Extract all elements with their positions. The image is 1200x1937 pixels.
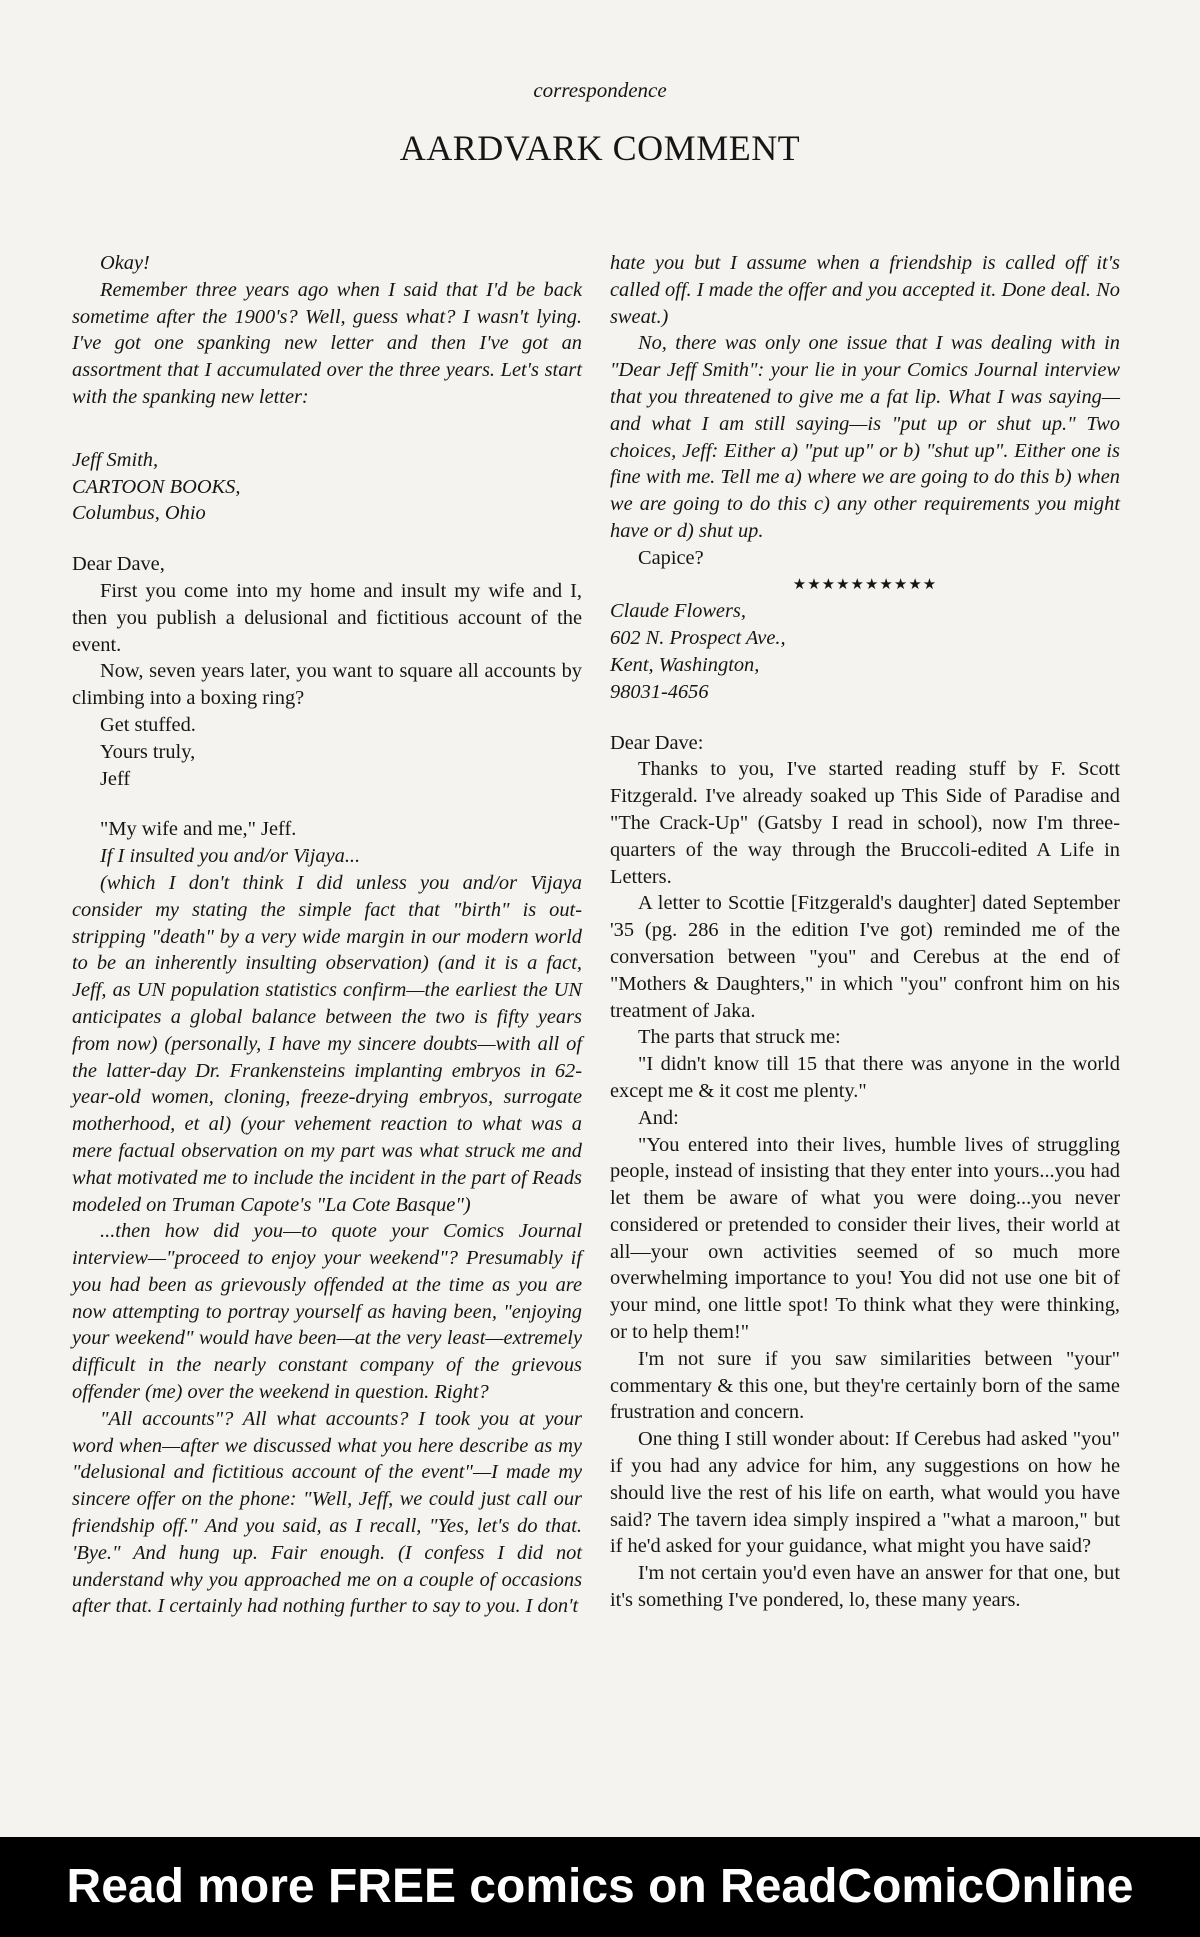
letter-paragraph: (which I don't think I did unless you and/or Vijaya consider my stating the simple fact that "birth" is out-stripping "death" by a very wide margin in our modern world to be an inherently insulting observation) (and it is a fact, Jeff, as UN population statistics confirm—the earliest the UN anticipates a global balance between the two is fifty years from now) (personally, I have my sincere doubts—with all of the latter-day Dr. Frankensteins implanting embryos in 62-year-old women, cloning, freeze-drying embryos, surrogate motherhood, et al) (your vehement reaction to what was a mere factual observation on my part was what struck me and what motivated me to include the incident in the part of Reads modeled on Truman Capote's "La Cote Basque"): [72, 871, 582, 1216]
letter-paragraph: No, there was only one issue that I was dealing with in "Dear Jeff Smith": your lie in your Comics Journal interview that you threatened to give me a fat lip. What I was saying—and what I am still saying—is "put up or shut up." Two choices, Jeff: Either a) "put up" or b) "shut up". Either one is fine with me. Tell me a) where we are going to do this b) when we are going to do this c) any other requirements you might have or d) shut up.: [610, 332, 1120, 542]
section-kicker: correspondence: [533, 78, 667, 102]
letter-paragraph: CARTOON BOOKS,: [72, 475, 241, 498]
letter-paragraph: If I insulted you and/or Vijaya...: [100, 845, 361, 868]
letter-paragraph: One thing I still wonder about: If Cerebus had asked "you" if you had any advice for him, any suggestions on how he should live the rest of his life on earth, what would you have said? The tavern idea simply inspired a "what a maroon," but if he'd asked for your guidance, what might you have said?: [610, 1428, 1120, 1558]
letter-paragraph: hate you but I assume when a friendship is called off it's called off. I made the offer and you accepted it. Done deal. No sweat.): [610, 252, 1120, 328]
letter-paragraph: And:: [638, 1106, 679, 1129]
letter-paragraph: Get stuffed.: [100, 713, 196, 736]
letter-paragraph: "All accounts"? All what accounts? I took you at your word when—after we discussed what you here describe as my "delusional and fictitious account of the event"—I made my sincere offer on the phone: "Well, Jeff, we could just call our friendship off." And you said, as I recall, "Yes, let's do that. 'Bye." And hung up. Fair enough. (I confess I did not understand why you approached me on a couple of occasions after that. I certainly had nothing further to say to you. I don't: [72, 1407, 582, 1618]
letter-paragraph: Jeff: [100, 767, 131, 790]
spacer: [72, 792, 582, 816]
letter-paragraph: Capice?: [638, 546, 704, 569]
letter-paragraph: ...then how did you—to quote your Comics Journal interview—"proceed to enjoy your weekend"? Presumably if you had been as grievously offended at the time as you are now attempting to portray yourself as having been, "enjoying your weekend" would have been—at the very least—extremely difficult in the nearly constant company of the grievous offender (me) over the weekend in question. Right?: [72, 1220, 582, 1404]
letter-paragraph: Jeff Smith,: [72, 448, 159, 471]
letter-paragraph: A letter to Scottie [Fitzgerald's daughter] dated September '35 (pg. 286 in the edition I've got) reminded me of the conversation between "you" and Cerebus at the end of "Mothers & Daughters," in which "you" confront him on his treatment of Jaka.: [610, 892, 1120, 1022]
letter-paragraph: Now, seven years later, you want to square all accounts by climbing into a boxing ring?: [72, 660, 582, 710]
letter-paragraph: Thanks to you, I've started reading stuff by F. Scott Fitzgerald. I've already soaked up This Side of Paradise and "The Crack-Up" (Gatsby I read in school), now I'm three-quarters of the way through the Bruccoli-edited A Life in Letters.: [610, 758, 1120, 888]
letter-paragraph: Dear Dave:: [610, 731, 704, 754]
letter-paragraph: I'm not sure if you saw similarities between "your" commentary & this one, but they're certainly born of the same frustration and concern.: [610, 1347, 1120, 1424]
letter-paragraph: 98031-4656: [610, 680, 709, 703]
spacer: [72, 411, 582, 447]
letter-paragraph: "You entered into their lives, humble lives of struggling people, instead of insisting that they enter into yours...you had let them be aware of what you were doing...you never considered or pretended to consider their lives, their world at all—your own activities seemed of so much more overwhelming importance to you! You did not use one bit of your mind, one little spot! To think what they were thinking, or to help them!": [610, 1133, 1120, 1344]
spacer: [72, 527, 582, 551]
letter-paragraph: Yours truly,: [100, 740, 196, 763]
letter-paragraph: "My wife and me," Jeff.: [100, 818, 297, 841]
page-title: AARDVARK COMMENT: [399, 128, 801, 168]
promo-banner[interactable]: Read more FREE comics on ReadComicOnline: [0, 1837, 1200, 1937]
letter-paragraph: Claude Flowers,: [610, 600, 746, 623]
letter-paragraph: 602 N. Prospect Ave.,: [610, 627, 786, 650]
section-divider: ★★★★★★★★★★: [792, 576, 938, 593]
left-column: [72, 250, 582, 1620]
letter-paragraph: Dear Dave,: [72, 553, 165, 576]
letter-paragraph: "I didn't know till 15 that there was anyone in the world except me & it cost me plenty.": [610, 1053, 1120, 1102]
right-column: [610, 250, 1120, 1614]
letter-paragraph: First you come into my home and insult my wife and I, then you publish a delusional and fictitious account of the event.: [72, 579, 582, 656]
letter-paragraph: Okay!: [100, 252, 150, 274]
letter-paragraph: The parts that struck me:: [638, 1026, 841, 1049]
letter-paragraph: Kent, Washington,: [610, 653, 760, 676]
letter-paragraph: I'm not certain you'd even have an answer for that one, but it's something I've pondered, lo, these many years.: [610, 1562, 1120, 1612]
spacer: [610, 706, 1120, 730]
letter-paragraph: Columbus, Ohio: [72, 502, 206, 525]
letter-paragraph: Remember three years ago when I said that I'd be back sometime after the 1900's? Well, guess what? I wasn't lying. I've got one spanking new letter and then I've got an assortment that I accumulated over the three years. Let's start with the spanking new letter:: [72, 278, 582, 408]
